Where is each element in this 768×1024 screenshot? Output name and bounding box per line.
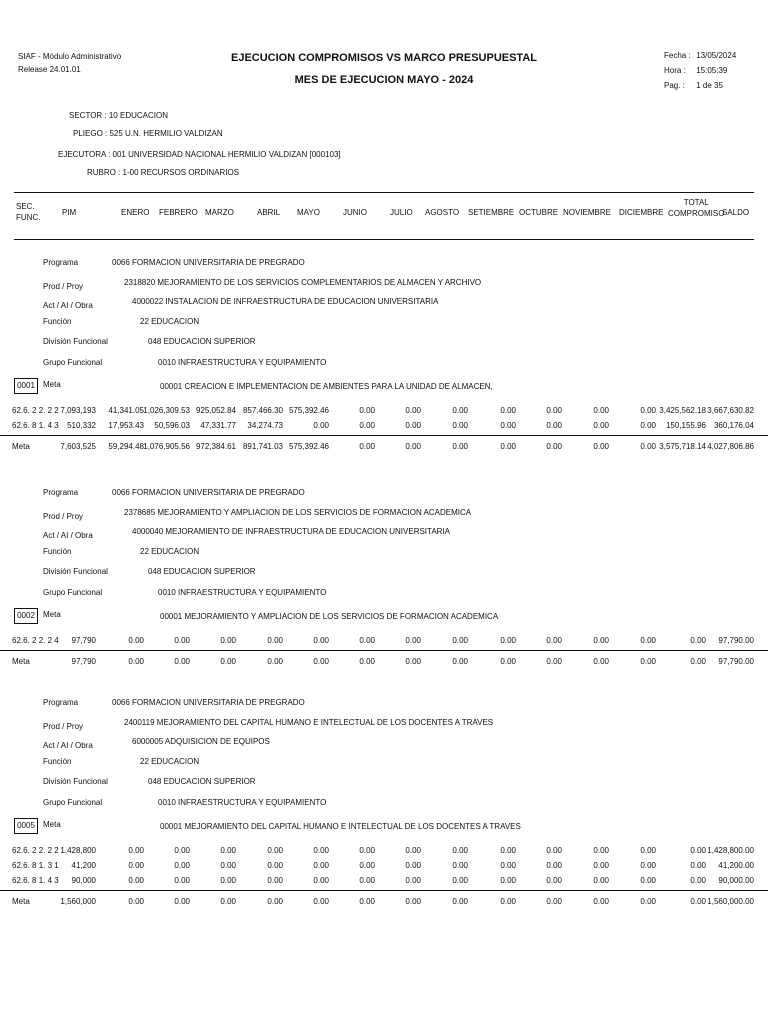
label-programa: Programa bbox=[43, 258, 79, 267]
amount-cell: 0.00 bbox=[593, 421, 609, 430]
meta-total-label: Meta bbox=[12, 897, 30, 906]
table-row bbox=[0, 876, 768, 890]
amount-cell: 925,052.84 bbox=[195, 406, 236, 415]
total-cell: 0.00 bbox=[452, 897, 468, 906]
total-cell: 0.00 bbox=[500, 442, 516, 451]
amount-cell: 0.00 bbox=[452, 421, 468, 430]
total-cell: 0.00 bbox=[640, 657, 656, 666]
prod-value: 2378685 MEJORAMIENTO Y AMPLIACION DE LOS SERVICIOS DE FORMACION ACADEMICA bbox=[124, 508, 472, 517]
col-octubre: OCTUBRE bbox=[519, 208, 559, 217]
fecha-label: Fecha : bbox=[664, 51, 691, 60]
amount-cell: 0.00 bbox=[174, 861, 190, 870]
amount-cell: 0.00 bbox=[690, 876, 706, 885]
total-cell: 0.00 bbox=[593, 657, 609, 666]
hora-value: 15:05:39 bbox=[696, 66, 728, 75]
col-agosto: AGOSTO bbox=[425, 208, 460, 217]
amount-cell: 0.00 bbox=[546, 861, 562, 870]
table-row bbox=[0, 846, 768, 860]
amount-cell: 41,200 bbox=[71, 861, 96, 870]
amount-cell: 0.00 bbox=[359, 876, 375, 885]
amount-cell: 0.00 bbox=[313, 876, 329, 885]
total-cell: 0.00 bbox=[500, 657, 516, 666]
total-cell: 0.00 bbox=[405, 657, 421, 666]
ejecutora: EJECUTORA : 001 UNIVERSIDAD NACIONAL HERMILIO VALDIZAN [000103] bbox=[58, 150, 341, 159]
total-cell: 4,027,806.86 bbox=[707, 442, 754, 451]
meta-total-row bbox=[0, 890, 768, 911]
col-junio: JUNIO bbox=[343, 208, 367, 217]
total-cell: 97,790 bbox=[71, 657, 96, 666]
amount-cell: 90,000.00 bbox=[718, 876, 754, 885]
col-saldo: SALDO bbox=[722, 208, 750, 217]
pliego: PLIEGO : 525 U.N. HERMILIO VALDIZAN bbox=[73, 129, 223, 138]
amount-cell: 0.00 bbox=[313, 846, 329, 855]
amount-cell: 41,200.00 bbox=[718, 861, 754, 870]
amount-cell: 0.00 bbox=[452, 406, 468, 415]
division-value: 048 EDUCACION SUPERIOR bbox=[148, 567, 256, 576]
total-cell: 0.00 bbox=[690, 897, 706, 906]
amount-cell: 0.00 bbox=[546, 636, 562, 645]
col-sec-func: SEC. FUNC. bbox=[16, 202, 41, 222]
amount-cell: 0.00 bbox=[313, 636, 329, 645]
amount-cell: 0.00 bbox=[174, 876, 190, 885]
total-cell: 1,076,905.56 bbox=[143, 442, 190, 451]
total-cell: 0.00 bbox=[640, 442, 656, 451]
clasificador: 62.6. 8 1. 4 3 bbox=[12, 876, 59, 885]
amount-cell: 0.00 bbox=[359, 406, 375, 415]
amount-cell: 0.00 bbox=[593, 636, 609, 645]
amount-cell: 360,176.04 bbox=[713, 421, 754, 430]
amount-cell: 0.00 bbox=[405, 636, 421, 645]
label-programa: Programa bbox=[43, 488, 79, 497]
label-act: Act / AI / Obra bbox=[43, 531, 93, 540]
amount-cell: 0.00 bbox=[405, 846, 421, 855]
amount-cell: 0.00 bbox=[640, 636, 656, 645]
meta-value: 00001 MEJORAMIENTO DEL CAPITAL HUMANO E INTELECTUAL DE LOS DOCENTES A TRAVES bbox=[160, 822, 521, 831]
amount-cell: 150,155.96 bbox=[665, 421, 706, 430]
label-funcion: Función bbox=[43, 757, 72, 766]
amount-cell: 47,331.77 bbox=[200, 421, 236, 430]
total-cell: 0.00 bbox=[405, 442, 421, 451]
amount-cell: 0.00 bbox=[267, 636, 283, 645]
amount-cell: 17,953.43 bbox=[108, 421, 144, 430]
meta-total-row bbox=[0, 435, 768, 456]
amount-cell: 0.00 bbox=[128, 861, 144, 870]
total-cell: 0.00 bbox=[359, 442, 375, 451]
amount-cell: 0.00 bbox=[546, 406, 562, 415]
act-value: 4000040 MEJORAMIENTO DE INFRAESTRUCTURA DE EDUCACION UNIVERSITARIA bbox=[132, 527, 450, 536]
amount-cell: 0.00 bbox=[267, 876, 283, 885]
act-value: 6000005 ADQUISICION DE EQUIPOS bbox=[132, 737, 270, 746]
release: Release 24.01.01 bbox=[18, 65, 81, 74]
col-noviembre: NOVIEMBRE bbox=[563, 208, 612, 217]
sec-func-box: 0002 bbox=[14, 608, 38, 624]
col-pim: PIM bbox=[62, 208, 77, 217]
prod-value: 2400119 MEJORAMIENTO DEL CAPITAL HUMANO E INTELECTUAL DE LOS DOCENTES A TRAVES bbox=[124, 718, 494, 727]
amount-cell: 0.00 bbox=[546, 421, 562, 430]
label-meta: Meta bbox=[43, 610, 61, 619]
clasificador: 62.6. 8 1. 4 3 bbox=[12, 421, 59, 430]
total-cell: 0.00 bbox=[313, 897, 329, 906]
amount-cell: 1,428,800.00 bbox=[707, 846, 754, 855]
total-cell: 0.00 bbox=[313, 657, 329, 666]
col-julio: JULIO bbox=[390, 208, 413, 217]
amount-cell: 0.00 bbox=[267, 846, 283, 855]
total-cell: 0.00 bbox=[405, 897, 421, 906]
meta-total-label: Meta bbox=[12, 657, 30, 666]
col-abril: ABRIL bbox=[257, 208, 281, 217]
amount-cell: 0.00 bbox=[405, 876, 421, 885]
amount-cell: 0.00 bbox=[640, 421, 656, 430]
total-cell: 1,560,000 bbox=[60, 897, 96, 906]
total-cell: 0.00 bbox=[593, 442, 609, 451]
amount-cell: 0.00 bbox=[690, 636, 706, 645]
amount-cell: 0.00 bbox=[220, 861, 236, 870]
total-cell: 0.00 bbox=[640, 897, 656, 906]
hora-label: Hora : bbox=[664, 66, 686, 75]
total-cell: 0.00 bbox=[359, 657, 375, 666]
amount-cell: 0.00 bbox=[500, 846, 516, 855]
total-cell: 59,294.48 bbox=[108, 442, 144, 451]
label-prod: Prod / Proy bbox=[43, 512, 84, 521]
label-grupo: Grupo Funcional bbox=[43, 588, 103, 597]
label-programa: Programa bbox=[43, 698, 79, 707]
label-funcion: Función bbox=[43, 547, 72, 556]
amount-cell: 50,596.03 bbox=[154, 421, 190, 430]
amount-cell: 0.00 bbox=[500, 636, 516, 645]
col-mayo: MAYO bbox=[297, 208, 320, 217]
amount-cell: 0.00 bbox=[220, 846, 236, 855]
col-total: TOTAL COMPROMISO bbox=[668, 198, 725, 218]
division-value: 048 EDUCACION SUPERIOR bbox=[148, 337, 256, 346]
amount-cell: 1,428,800 bbox=[60, 846, 96, 855]
prod-value: 2318820 MEJORAMIENTO DE LOS SERVICIOS COMPLEMENTARIOS DE ALMACEN Y ARCHIVO bbox=[124, 278, 482, 287]
grupo-value: 0010 INFRAESTRUCTURA Y EQUIPAMIENTO bbox=[158, 588, 327, 597]
label-division: División Funcional bbox=[43, 337, 108, 346]
amount-cell: 0.00 bbox=[359, 861, 375, 870]
label-division: División Funcional bbox=[43, 567, 108, 576]
amount-cell: 7,093,193 bbox=[60, 406, 96, 415]
amount-cell: 3,425,562.18 bbox=[659, 406, 706, 415]
amount-cell: 0.00 bbox=[546, 876, 562, 885]
amount-cell: 0.00 bbox=[452, 876, 468, 885]
amount-cell: 0.00 bbox=[128, 876, 144, 885]
amount-cell: 0.00 bbox=[546, 846, 562, 855]
table-row bbox=[0, 636, 768, 650]
amount-cell: 857,466.30 bbox=[242, 406, 283, 415]
amount-cell: 0.00 bbox=[593, 406, 609, 415]
division-value: 048 EDUCACION SUPERIOR bbox=[148, 777, 256, 786]
total-cell: 0.00 bbox=[452, 442, 468, 451]
label-division: División Funcional bbox=[43, 777, 108, 786]
amount-cell: 0.00 bbox=[500, 861, 516, 870]
label-funcion: Función bbox=[43, 317, 72, 326]
amount-cell: 0.00 bbox=[452, 861, 468, 870]
amount-cell: 0.00 bbox=[128, 636, 144, 645]
total-cell: 0.00 bbox=[593, 897, 609, 906]
amount-cell: 41,341.05 bbox=[108, 406, 144, 415]
amount-cell: 3,667,630.82 bbox=[707, 406, 754, 415]
amount-cell: 575,392.46 bbox=[288, 406, 329, 415]
label-meta: Meta bbox=[43, 380, 61, 389]
amount-cell: 0.00 bbox=[640, 406, 656, 415]
total-cell: 0.00 bbox=[220, 657, 236, 666]
amount-cell: 0.00 bbox=[500, 876, 516, 885]
amount-cell: 0.00 bbox=[640, 861, 656, 870]
pag-label: Pag. : bbox=[664, 81, 685, 90]
programa-value: 0066 FORMACION UNIVERSITARIA DE PREGRADO bbox=[112, 698, 305, 707]
amount-cell: 0.00 bbox=[174, 636, 190, 645]
total-cell: 0.00 bbox=[452, 657, 468, 666]
fecha-value: 13/05/2024 bbox=[696, 51, 737, 60]
total-cell: 0.00 bbox=[220, 897, 236, 906]
label-grupo: Grupo Funcional bbox=[43, 798, 103, 807]
report-title: EJECUCION COMPROMISOS VS MARCO PRESUPUESTAL bbox=[231, 52, 537, 64]
total-cell: 0.00 bbox=[267, 657, 283, 666]
sec-func-box: 0005 bbox=[14, 818, 38, 834]
label-grupo: Grupo Funcional bbox=[43, 358, 103, 367]
amount-cell: 0.00 bbox=[313, 421, 329, 430]
total-cell: 0.00 bbox=[500, 897, 516, 906]
label-meta: Meta bbox=[43, 820, 61, 829]
sec-func-box: 0001 bbox=[14, 378, 38, 394]
report-subtitle: MES DE EJECUCION MAYO - 2024 bbox=[294, 74, 474, 86]
amount-cell: 0.00 bbox=[593, 876, 609, 885]
total-cell: 1,560,000.00 bbox=[707, 897, 754, 906]
amount-cell: 0.00 bbox=[128, 846, 144, 855]
amount-cell: 0.00 bbox=[500, 421, 516, 430]
amount-cell: 1,026,309.53 bbox=[143, 406, 190, 415]
amount-cell: 0.00 bbox=[359, 636, 375, 645]
amount-cell: 34,274.73 bbox=[247, 421, 283, 430]
total-cell: 0.00 bbox=[174, 897, 190, 906]
amount-cell: 0.00 bbox=[405, 861, 421, 870]
amount-cell: 0.00 bbox=[452, 636, 468, 645]
column-header bbox=[14, 192, 754, 240]
col-enero: ENERO bbox=[121, 208, 150, 217]
act-value: 4000022 INSTALACION DE INFRAESTRUCTURA DE EDUCACION UNIVERSITARIA bbox=[132, 297, 439, 306]
grupo-value: 0010 INFRAESTRUCTURA Y EQUIPAMIENTO bbox=[158, 358, 327, 367]
clasificador: 62.6. 8 1. 3 1 bbox=[12, 861, 59, 870]
pag-value: 1 de 35 bbox=[696, 81, 723, 90]
amount-cell: 0.00 bbox=[593, 846, 609, 855]
total-cell: 0.00 bbox=[546, 897, 562, 906]
total-cell: 0.00 bbox=[690, 657, 706, 666]
total-cell: 97,790.00 bbox=[718, 657, 754, 666]
total-cell: 3,575,718.14 bbox=[659, 442, 706, 451]
funcion-value: 22 EDUCACION bbox=[140, 547, 200, 556]
meta-total-row bbox=[0, 650, 768, 671]
programa-value: 0066 FORMACION UNIVERSITARIA DE PREGRADO bbox=[112, 488, 305, 497]
total-cell: 0.00 bbox=[546, 442, 562, 451]
total-cell: 972,384.61 bbox=[195, 442, 236, 451]
programa-value: 0066 FORMACION UNIVERSITARIA DE PREGRADO bbox=[112, 258, 305, 267]
amount-cell: 97,790 bbox=[71, 636, 96, 645]
amount-cell: 0.00 bbox=[640, 876, 656, 885]
amount-cell: 0.00 bbox=[452, 846, 468, 855]
funcion-value: 22 EDUCACION bbox=[140, 317, 200, 326]
grupo-value: 0010 INFRAESTRUCTURA Y EQUIPAMIENTO bbox=[158, 798, 327, 807]
amount-cell: 0.00 bbox=[220, 876, 236, 885]
table-row bbox=[0, 421, 768, 435]
sector: SECTOR : 10 EDUCACION bbox=[69, 111, 168, 120]
total-cell: 0.00 bbox=[267, 897, 283, 906]
amount-cell: 0.00 bbox=[500, 406, 516, 415]
label-act: Act / AI / Obra bbox=[43, 301, 93, 310]
label-act: Act / AI / Obra bbox=[43, 741, 93, 750]
amount-cell: 90,000 bbox=[71, 876, 96, 885]
table-row bbox=[0, 861, 768, 875]
label-prod: Prod / Proy bbox=[43, 722, 84, 731]
amount-cell: 0.00 bbox=[690, 861, 706, 870]
clasificador: 62.6. 2 2. 2 2 bbox=[12, 406, 59, 415]
amount-cell: 0.00 bbox=[405, 421, 421, 430]
total-cell: 0.00 bbox=[174, 657, 190, 666]
total-cell: 0.00 bbox=[128, 897, 144, 906]
rubro: RUBRO : 1-00 RECURSOS ORDINARIOS bbox=[87, 168, 240, 177]
col-diciembre: DICIEMBRE bbox=[619, 208, 664, 217]
amount-cell: 0.00 bbox=[267, 861, 283, 870]
amount-cell: 0.00 bbox=[640, 846, 656, 855]
amount-cell: 0.00 bbox=[405, 406, 421, 415]
amount-cell: 0.00 bbox=[359, 421, 375, 430]
system-name: SIAF - Módulo Administrativo bbox=[18, 52, 122, 61]
report-meta bbox=[664, 48, 736, 93]
col-febrero: FEBRERO bbox=[159, 208, 198, 217]
total-cell: 891,741.03 bbox=[242, 442, 283, 451]
funcion-value: 22 EDUCACION bbox=[140, 757, 200, 766]
total-cell: 0.00 bbox=[128, 657, 144, 666]
meta-total-label: Meta bbox=[12, 442, 30, 451]
total-cell: 575,392.46 bbox=[288, 442, 329, 451]
clasificador: 62.6. 2 2. 2 4 bbox=[12, 636, 59, 645]
col-marzo: MARZO bbox=[205, 208, 234, 217]
amount-cell: 0.00 bbox=[593, 861, 609, 870]
col-setiembre: SETIEMBRE bbox=[468, 208, 515, 217]
meta-value: 00001 MEJORAMIENTO Y AMPLIACION DE LOS SERVICIOS DE FORMACION ACADEMICA bbox=[160, 612, 499, 621]
amount-cell: 97,790.00 bbox=[718, 636, 754, 645]
clasificador: 62.6. 2 2. 2 2 bbox=[12, 846, 59, 855]
amount-cell: 0.00 bbox=[359, 846, 375, 855]
amount-cell: 510,332 bbox=[67, 421, 96, 430]
amount-cell: 0.00 bbox=[313, 861, 329, 870]
total-cell: 0.00 bbox=[546, 657, 562, 666]
label-prod: Prod / Proy bbox=[43, 282, 84, 291]
total-cell: 0.00 bbox=[359, 897, 375, 906]
meta-value: 00001 CREACION E IMPLEMENTACION DE AMBIENTES PARA LA UNIDAD DE ALMACEN, bbox=[160, 382, 493, 391]
table-row bbox=[0, 406, 768, 420]
total-cell: 7,603,525 bbox=[60, 442, 96, 451]
amount-cell: 0.00 bbox=[174, 846, 190, 855]
amount-cell: 0.00 bbox=[220, 636, 236, 645]
amount-cell: 0.00 bbox=[690, 846, 706, 855]
